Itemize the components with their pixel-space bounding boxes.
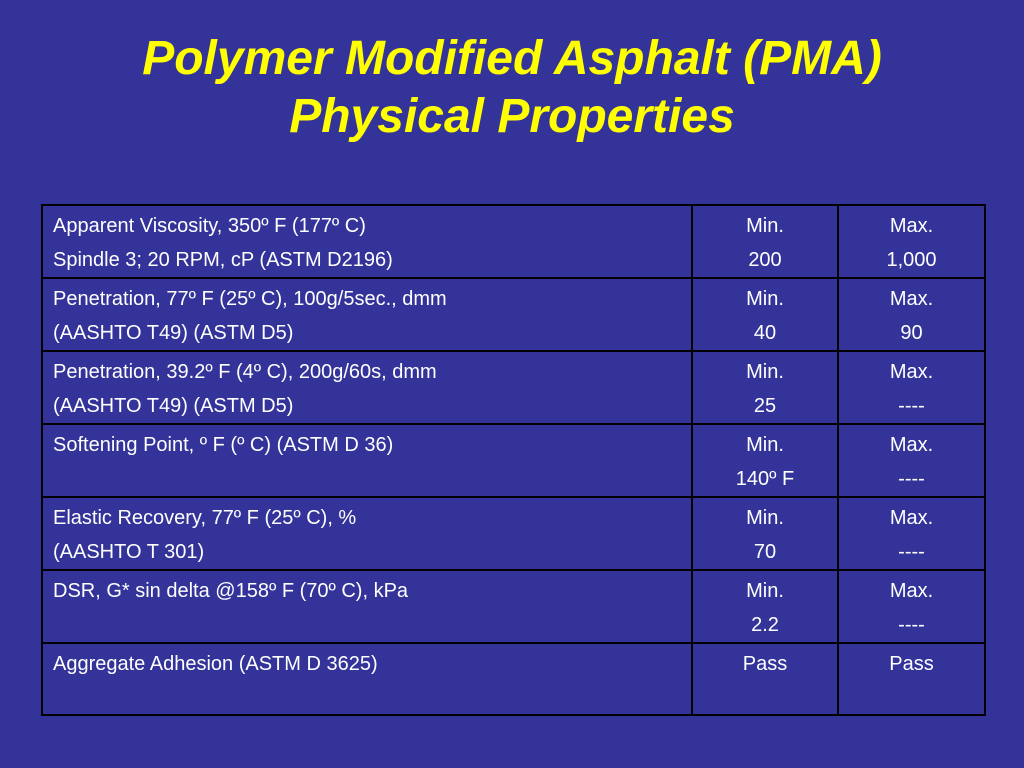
min-label: Min.: [746, 580, 784, 602]
min-label: Min.: [746, 288, 784, 310]
property-text: Spindle 3; 20 RPM, cP (ASTM D2196): [53, 249, 393, 271]
min-value: 70: [753, 541, 777, 563]
min-value: Pass: [742, 653, 788, 675]
max-value: ----: [898, 395, 925, 417]
max-cell: [838, 278, 985, 351]
property-text: Penetration, 77º F (25º C), 100g/5sec., dmm: [53, 288, 447, 310]
slide-title: [0, 30, 1024, 146]
max-cell: [838, 497, 985, 570]
title-line-1: Polymer Modified Asphalt (PMA): [142, 32, 882, 85]
max-value: ----: [898, 541, 925, 563]
min-value: 25: [753, 395, 777, 417]
max-label: Max.: [889, 507, 934, 529]
max-label: Max.: [889, 580, 934, 602]
min-label: Min.: [746, 361, 784, 383]
property-text: Elastic Recovery, 77º F (25º C), %: [53, 507, 357, 529]
property-text: Penetration, 39.2º F (4º C), 200g/60s, dmm: [53, 361, 437, 383]
property-text: [53, 462, 681, 496]
property-text: DSR, G* sin delta @158º F (70º C), kPa: [53, 580, 409, 602]
property-cell: [42, 497, 692, 570]
table-row: [42, 570, 985, 643]
property-cell: [42, 351, 692, 424]
min-label: Min.: [746, 434, 784, 456]
title-line-2: Physical Properties: [289, 90, 735, 143]
max-cell: [838, 643, 985, 715]
min-value: 140º F: [735, 468, 795, 490]
max-value: 1,000: [886, 249, 937, 271]
min-value: 40: [753, 322, 777, 344]
property-cell: [42, 643, 692, 715]
property-cell: [42, 570, 692, 643]
table-row: [42, 643, 985, 715]
property-text: (AASHTO T49) (ASTM D5): [53, 322, 294, 344]
table-row: [42, 497, 985, 570]
properties-table: [41, 204, 986, 716]
min-cell: [692, 351, 838, 424]
max-label: Max.: [889, 215, 934, 237]
table-row: [42, 424, 985, 497]
max-cell: [838, 570, 985, 643]
min-cell: [692, 205, 838, 278]
min-label: Min.: [746, 507, 784, 529]
property-cell: [42, 278, 692, 351]
property-text: Aggregate Adhesion (ASTM D 3625): [53, 653, 378, 675]
max-cell: [838, 351, 985, 424]
min-value: 2.2: [751, 614, 779, 636]
max-cell: [838, 205, 985, 278]
max-value: ----: [898, 614, 925, 636]
min-cell: [692, 570, 838, 643]
property-text: (AASHTO T 301): [53, 541, 205, 563]
table-row: [42, 278, 985, 351]
table-row: [42, 351, 985, 424]
min-label: Min.: [746, 215, 784, 237]
min-cell: [692, 278, 838, 351]
property-text: Apparent Viscosity, 350º F (177º C): [53, 215, 366, 237]
property-text: [53, 608, 681, 642]
min-cell: [692, 643, 838, 715]
max-cell: [838, 424, 985, 497]
max-value: 90: [900, 322, 923, 344]
max-label: Max.: [889, 288, 934, 310]
property-cell: [42, 205, 692, 278]
min-cell: [692, 497, 838, 570]
max-label: Max.: [889, 361, 934, 383]
property-text: (AASHTO T49) (ASTM D5): [53, 395, 294, 417]
min-cell: [692, 424, 838, 497]
max-value: ----: [898, 468, 925, 490]
table-row: [42, 205, 985, 278]
max-label: Max.: [889, 434, 934, 456]
property-text: Softening Point, º F (º C) (ASTM D 36): [53, 434, 394, 456]
min-value: 200: [748, 249, 782, 271]
max-value: Pass: [889, 653, 934, 675]
property-cell: [42, 424, 692, 497]
